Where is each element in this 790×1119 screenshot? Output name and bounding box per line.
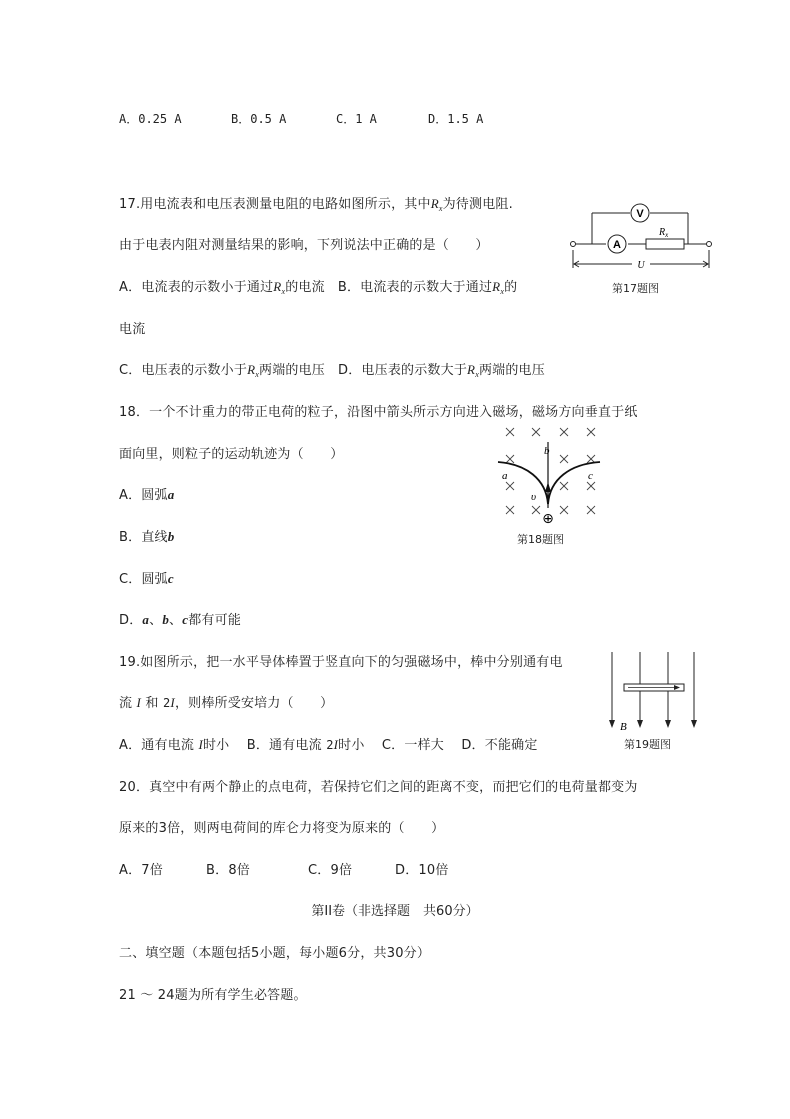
q16-option-c: C．1 A — [336, 112, 377, 126]
q18-figure-caption: 第18题图 — [517, 533, 564, 546]
q16-option-d: D．1.5 A — [428, 112, 484, 126]
q19-stem: 19.如图所示，把一水平导体棒置于竖直向下的匀强磁场中，棒中分别通有电 — [119, 655, 563, 670]
q16-option-a: A．0.25 A — [119, 112, 182, 126]
q17-circuit-diagram — [566, 198, 716, 274]
q20-option-b: B．8倍 — [206, 863, 250, 878]
q19-figure-caption: 第19题图 — [624, 738, 671, 751]
positive-charge-icon: ⊕ — [542, 511, 554, 527]
trajectory-a — [498, 462, 548, 504]
label-a: a — [502, 470, 508, 482]
label-c: c — [588, 470, 593, 482]
q18-option-a: A．圆弧a — [119, 487, 175, 503]
q16-option-b: B．0.5 A — [231, 112, 287, 126]
q19-stem-2: 流 I 和 2I，则棒所受安培力（ ） — [119, 695, 334, 711]
q18-option-c: C．圆弧c — [119, 571, 174, 587]
q17-options-ab — [119, 276, 517, 296]
part-2-heading: 二、填空题（本题包括5小题，每小题6分，共30分） — [119, 946, 431, 961]
voltage-label: U — [637, 260, 645, 271]
resistor-symbol — [646, 239, 684, 249]
q17-option-d: D．电压表的示数大于$R_x$两端的电压 — [338, 362, 545, 379]
resistor-label: $R_x$ — [659, 227, 669, 239]
voltmeter-label: V — [636, 208, 644, 220]
required-questions-note: 21 ～ 24题为所有学生必答题。 — [119, 988, 307, 1003]
q17-options-cd — [119, 359, 545, 379]
ammeter-label: A — [613, 239, 621, 251]
trajectory-c — [548, 462, 600, 504]
q20-option-a: A．7倍 — [119, 863, 163, 878]
q20-stem: 20．真空中有两个静止的点电荷，若保持它们之间的距离不变，而把它们的电荷量都变为 — [119, 780, 638, 795]
q18-option-b: B．直线b — [119, 529, 175, 545]
q18-magnetic-field-diagram — [496, 424, 608, 528]
q17-figure-caption: 第17题图 — [612, 282, 659, 295]
q17-stem: 17.用电流表和电压表测量电阻的电路如图所示，其中$R_x$为待测电阻. — [119, 196, 513, 213]
q17-option-a: A．电流表的示数小于通过$R_x$的电流 — [119, 279, 325, 296]
q17-stem-2: 由于电表内阻对测量结果的影响，下列说法中正确的是（ ） — [119, 238, 489, 253]
q17-option-c: C．电压表的示数小于$R_x$两端的电压 — [119, 362, 326, 379]
label-velocity: υ — [531, 491, 537, 503]
section-ii-title: 第II卷（非选择题 共60分） — [311, 904, 479, 919]
q17-option-b-continued: 电流 — [119, 322, 146, 337]
q18-stem: 18．一个不计重力的带正电荷的粒子，沿图中箭头所示方向进入磁场，磁场方向垂直于纸 — [119, 405, 638, 420]
q19-field-rod-diagram — [606, 648, 702, 734]
q19-option-a: A．通有电流 I时小 — [119, 737, 230, 753]
q19-option-d: D．不能确定 — [461, 738, 538, 753]
label-field-b: B — [620, 721, 627, 733]
q17-option-b: B．电流表的示数大于通过$R_x$的 — [337, 279, 518, 296]
q18-option-d: D．a、b、c都有可能 — [119, 612, 242, 628]
q19-option-b: B．通有电流 2I时小 — [246, 737, 365, 753]
label-b: b — [544, 445, 550, 457]
q19-options — [119, 734, 538, 753]
q20-stem-2: 原来的3倍，则两电荷间的库仑力将变为原来的（ ） — [119, 821, 445, 836]
q20-option-d: D．10倍 — [395, 863, 449, 878]
velocity-arrow — [545, 482, 551, 492]
q19-option-c: C．一样大 — [381, 738, 444, 753]
field-into-page-marks — [506, 428, 595, 514]
q20-option-c: C．9倍 — [308, 863, 353, 878]
q18-stem-2: 面向里，则粒子的运动轨迹为（ ） — [119, 447, 344, 462]
